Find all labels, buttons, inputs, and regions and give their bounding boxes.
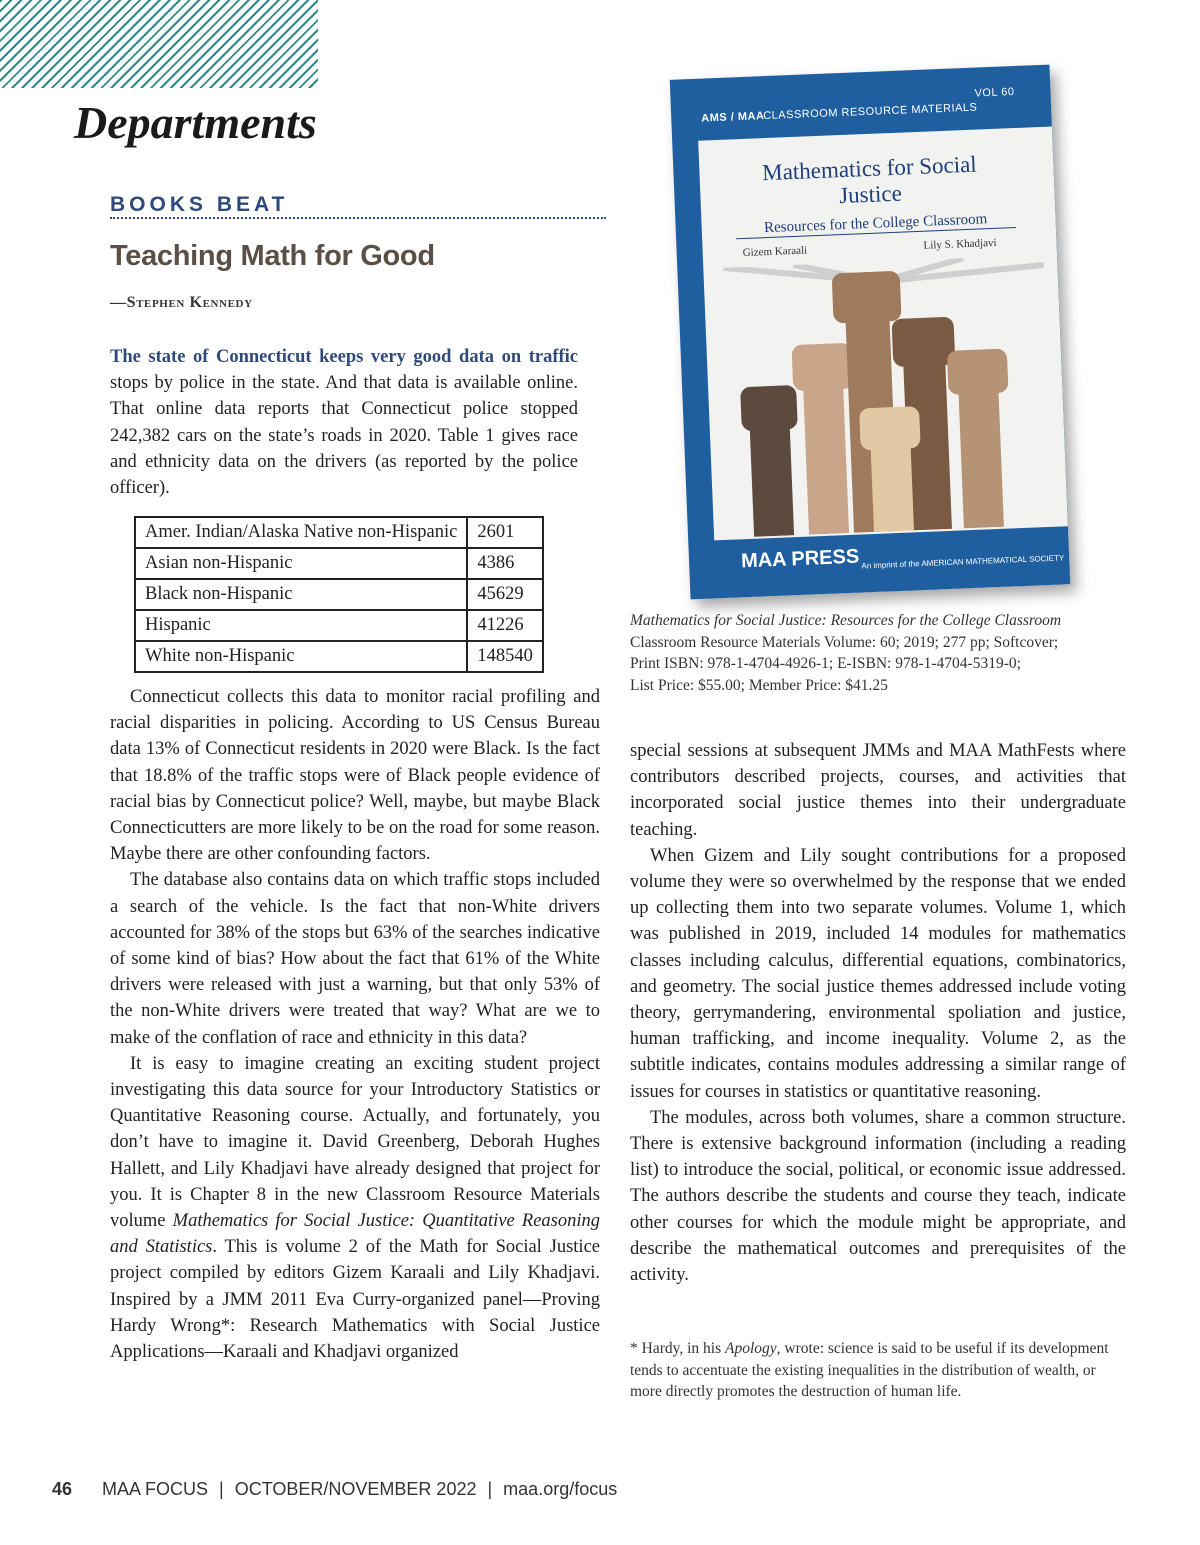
cover-subtitle: Resources for the College Classroom <box>735 210 1015 239</box>
intro-paragraph <box>110 344 578 501</box>
caption-line: Print ISBN: 978-1-4704-4926-1; E-ISBN: 978-1-4704-5319-0; <box>630 655 1021 672</box>
body-paragraph: special sessions at subsequent JMMs and MAA MathFests where contributors described projects, courses, and activities that incorporated social justice themes into their undergraduate teaching. <box>630 741 1126 840</box>
body-paragraph: When Gizem and Lily sought contributions for a proposed volume they were so overwhelmed by the response that we ended up collecting them into two separate volumes. Volume 1, which was published in 2019, included 14 modules for mathematics classes including calculus, differential equations, combinatorics, and geometry. The social justice themes addressed include voting theory, gerrymandering, environmental spoliation and justice, human trafficking, and income inequality. Volume 2, as the subtitle indicates, contains modules addressing a similar range of issues for courses in statistics or quantitative reasoning. <box>630 845 1126 1102</box>
header-stripe-pattern <box>0 0 318 88</box>
cover-volume: VOL 60 <box>974 86 1015 100</box>
table-row <box>135 610 543 641</box>
body-paragraph: It is easy to imagine creating an exciting student project investigating this data source for your Introductory Statistics or Quantitative Reasoning course. Actually, and fortunately, you don’t have to imagine it. David Greenberg, Deborah Hughes Hallett, and Lily Khadjavi have already designed that project for you. It is Chapter 8 in the new Classroom Resource Materials volume Mathematics for Social Justice: Quantitative Reasoning and Statistics. This is volume 2 of the Math for Social Justice project compiled by editors Gizem Karaali and Lily Khadjavi. Inspired by a JMM 2011 Eva Curry-organized panel—Proving Hardy Wrong*: Research Mathematics with Social Justice Applications—Karaali and Khadjavi organized <box>110 1053 601 1363</box>
section-label: BOOKS BEAT <box>110 193 289 216</box>
table-row <box>135 548 543 579</box>
maa-press-logo: MAA PRESS <box>740 545 860 573</box>
caption-line: List Price: $55.00; Member Price: $41.25 <box>630 676 888 694</box>
table-cell-label: White non-Hispanic <box>135 641 467 672</box>
table-row <box>135 641 543 672</box>
section-divider <box>110 217 606 219</box>
intro-text: stops by police in the state. And that data is available online. That online data reports that Connecticut police stopped 242,382 cars on the state’s roads in 2020. Table 1 gives race and ethnicity data on the drivers (as reported by the police officer). <box>110 373 578 499</box>
table-cell-value: 148540 <box>467 641 543 672</box>
race-table <box>134 516 544 673</box>
article-byline: —Stephen Kennedy <box>110 294 253 311</box>
department-heading: Departments <box>74 97 317 148</box>
cover-title: Mathematics for Social Justice <box>761 151 978 209</box>
table-row <box>135 579 543 610</box>
caption-line: Classroom Resource Materials Volume: 60; 2019; 277 pp; Softcover; <box>630 633 1059 651</box>
issue-date: OCTOBER/NOVEMBER 2022 <box>234 1479 477 1499</box>
footnote: * Hardy, in his Apology, wrote: science is said to be useful if its development tends to accentuate the existing inequalities in the distribution of wealth, or more directly promotes the destruction of human life. <box>630 1340 1109 1400</box>
book-title-italic: Mathematics for Social Justice: Quantitative Reasoning and Statistics <box>110 1211 601 1258</box>
cover-series: CLASSROOM RESOURCE MATERIALS <box>763 101 978 123</box>
table-cell-label: Asian non-Hispanic <box>135 548 467 579</box>
left-column-body <box>110 684 600 1365</box>
table-cell-value: 41226 <box>467 610 543 641</box>
article-title: Teaching Math for Good <box>110 240 435 272</box>
cover-author-2: Lily S. Khadjavi <box>923 236 997 252</box>
table-cell-label: Black non-Hispanic <box>135 579 467 610</box>
page-footer: 46 MAA FOCUS | OCTOBER/NOVEMBER 2022 | maa.org/focus <box>52 1479 618 1499</box>
table-cell-value: 45629 <box>467 579 543 610</box>
book-caption <box>630 610 1150 696</box>
table-cell-value: 2601 <box>467 517 543 548</box>
table-cell-label: Hispanic <box>135 610 467 641</box>
table-cell-label: Amer. Indian/Alaska Native non-Hispanic <box>135 517 467 548</box>
cover-series-left: AMS / MAA <box>701 110 765 125</box>
book-cover <box>670 65 1071 600</box>
raised-fists-illustration <box>703 254 1068 538</box>
cover-author-1: Gizem Karaali <box>742 244 808 260</box>
body-paragraph: The database also contains data on which traffic stops included a search of the vehicle. Is the fact that non-White drivers accounted for 38% of the stops but 63% of the searches indicative of some kind of bias? How about the fact that 61% of the White drivers were released with just a warning, but that only 53% of the non-White drivers were treated that way? What are we to make of the conflation of race and ethnicity in this data? <box>110 870 600 1048</box>
body-paragraph: The modules, across both volumes, share a common structure. There is extensive background information (including a reading list) to introduce the social, political, or economic issue addressed. The authors describe the students and course they teach, indicate other courses for which the module might be appropriate, and describe the mathematical outcomes and prerequisites of the activity. <box>630 1107 1126 1286</box>
cover-artwork <box>698 127 1068 541</box>
table-cell-value: 4386 <box>467 548 543 579</box>
ams-imprint-logo: An imprint of the AMERICAN MATHEMATICAL SOCIETY <box>861 553 1065 571</box>
table-row <box>135 517 543 548</box>
footer-url[interactable]: maa.org/focus <box>503 1479 618 1499</box>
publication-name: MAA FOCUS <box>102 1479 209 1499</box>
body-paragraph: Connecticut collects this data to monitor racial profiling and racial disparities in policing. According to US Census Bureau data 13% of Connecticut residents in 2020 were Black. Is the fact that 18.8% of the traffic stops were of Black people evidence of racial bias by Connecticut police? Well, maybe, but maybe Black Connecticutters are more likely to be on the road for some reason. Maybe there are other confounding factors. <box>110 687 600 865</box>
caption-title: Mathematics for Social Justice: Resources for the College Classroom <box>630 612 1062 629</box>
right-column-body <box>630 738 1126 1288</box>
lead-in: The state of Connecticut keeps very good data on traffic <box>110 347 578 367</box>
page-number: 46 <box>52 1479 73 1499</box>
